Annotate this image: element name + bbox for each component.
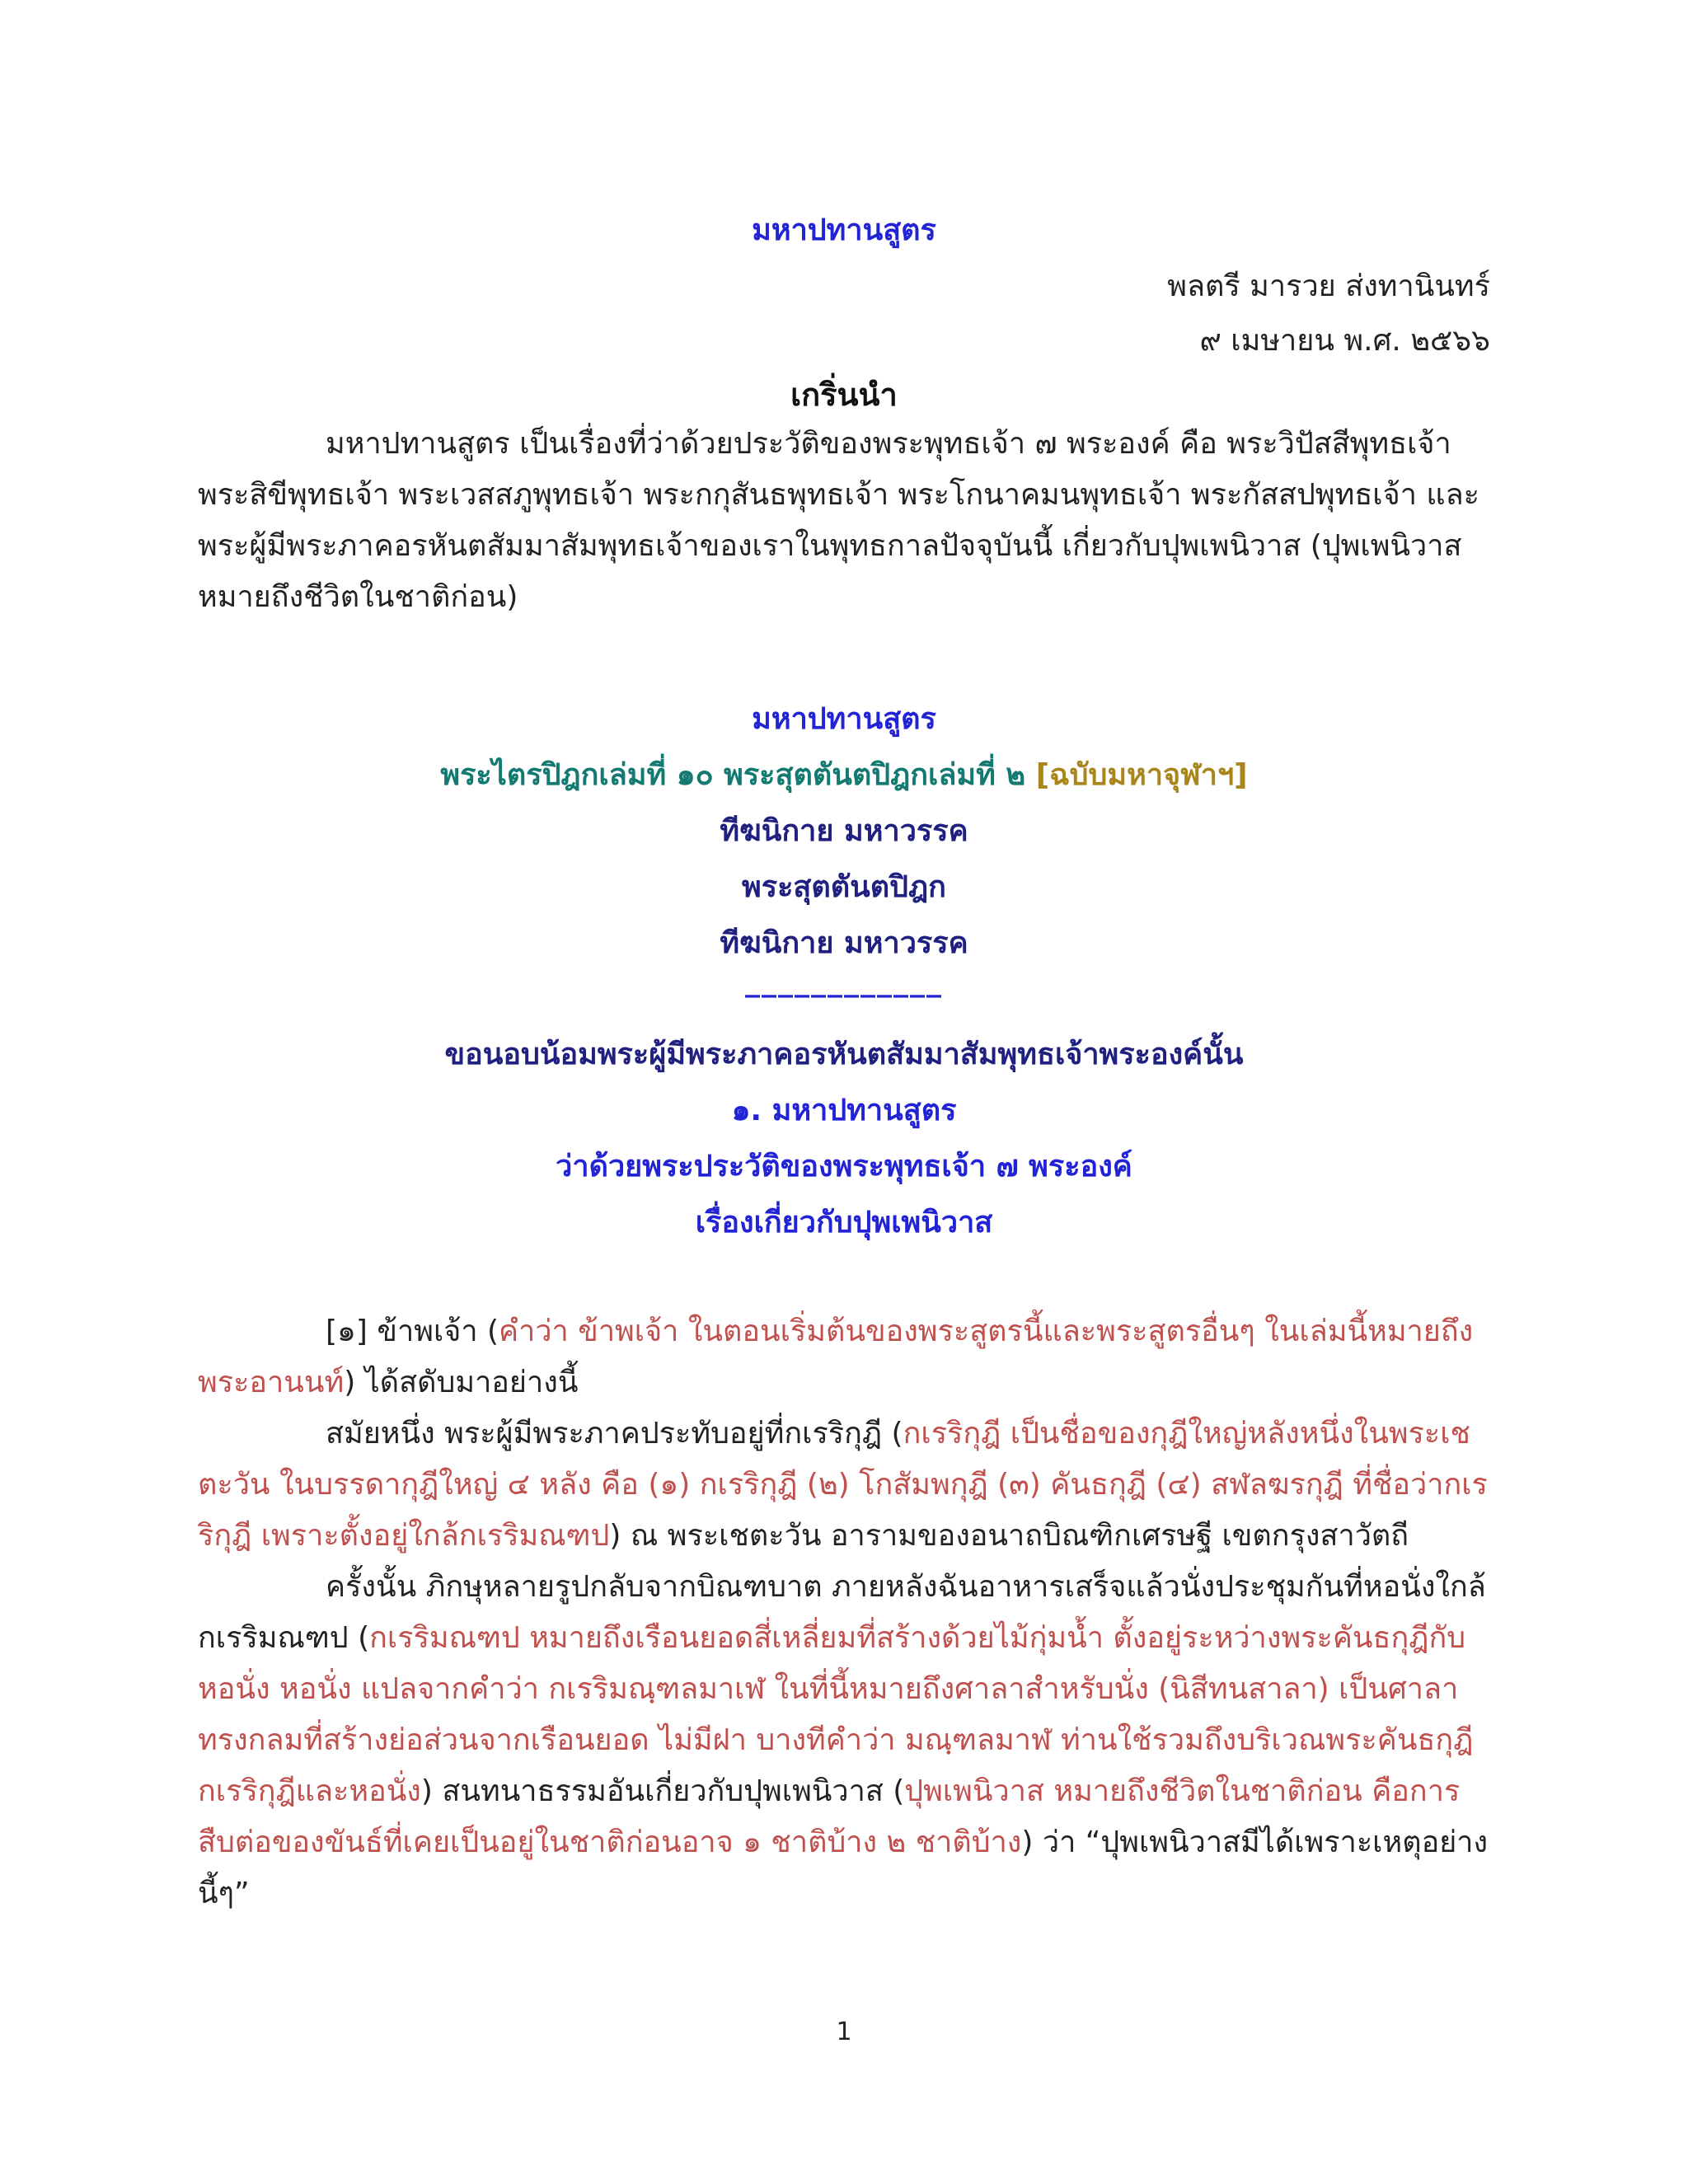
homage-line: ขอนอบน้อมพระผู้มีพระภาคอรหันตสัมมาสัมพุทธเจ้าพระองค์นั้น <box>444 1038 1244 1071</box>
body-paragraph-2 <box>198 1408 1492 1562</box>
body-paragraph-3 <box>198 1562 1492 1919</box>
intro-heading: เกริ่นนำ <box>790 377 898 413</box>
paragraph-text: ) ณ พระเชตะวัน อารามของอนาถบิณฑิกเศรษฐี เขตกรุงสาวัตถี <box>609 1519 1409 1553</box>
author-line: พลตรี มารวย ส่งทานินทร์ <box>1167 269 1490 303</box>
edition-label: [ฉบับมหาจุฬาฯ] <box>1035 758 1248 792</box>
separator-dashes: ____________ <box>745 964 943 998</box>
paragraph-text: ) ได้สดับมาอย่างนี้ <box>344 1366 579 1399</box>
paragraph-text: [๑] ข้าพเจ้า ( <box>326 1315 499 1348</box>
paragraph-text: ครั้งนั้น ภิกษุหลายรูปกลับจากบิณฑบาต ภายหลังฉันอาหารเสร็จแล้วนั่งประชุมกันที่หอนั่งใกล้กเรริมณฑป ( <box>198 1570 1486 1655</box>
paragraph-note: กเรริมณฑป หมายถึงเรือนยอดสี่เหลี่ยมที่สร้างด้วยไม้กุ่มน้ำ ตั้งอยู่ระหว่างพระคันธกุฎีกับหอนั่ง หอนั่ง แปลจากคำว่า กเรริมณฺฑลมาเฬ ในที่นี้หมายถึงศาลาสำหรับนั่ง (นิสีทนสาลา) เป็นศาลาทรงกลมที่สร้างย่อส่วนจากเรือนยอด ไม่มีฝา บางทีคำว่า มณฺฑลมาฬ ท่านใช้รวมถึงบริเวณพระคันธกุฎี กเรริกุฎีและหอนั่ง <box>198 1621 1474 1808</box>
sutta-subtitle-1: ว่าด้วยพระประวัติของพระพุทธเจ้า ๗ พระองค์ <box>556 1150 1132 1183</box>
nikaya-line: ทีฆนิกาย มหาวรรค <box>720 814 968 848</box>
intro-line: หมายถึงชีวิตในชาติก่อน) <box>198 580 518 614</box>
date-line: ๙ เมษายน พ.ศ. ๒๕๖๖ <box>1199 324 1490 358</box>
sutta-title: มหาปทานสูตร <box>752 702 936 736</box>
page-number: 1 <box>836 2018 852 2046</box>
tipitaka-reference <box>0 751 1688 798</box>
body-paragraph-1 <box>198 1306 1492 1408</box>
paragraph-text: สมัยหนึ่ง พระผู้มีพระภาคประทับอยู่ที่กเรริกุฎี ( <box>326 1417 903 1451</box>
sutta-subtitle-2: เรื่องเกี่ยวกับปุพเพนิวาส <box>695 1206 993 1240</box>
intro-line: พระสิขีพุทธเจ้า พระเวสสภูพุทธเจ้า พระกกุสันธพุทธเจ้า พระโกนาคมนพุทธเจ้า พระกัสสปพุทธเจ้า และ <box>198 478 1479 512</box>
paragraph-note: คำว่า ข้าพเจ้า ในตอนเริ่มต้นของพระสูตรนี้และพระสูตรอื่นๆ ในเล่มนี้หมายถึงพระอานนท์ <box>198 1315 1474 1399</box>
intro-paragraph <box>198 419 1492 623</box>
tipitaka-volume: พระไตรปิฎกเล่มที่ ๑๐ พระสุตตันตปิฎกเล่มที่ ๒ <box>440 758 1026 792</box>
pitaka-line: พระสุตตันตปิฎก <box>742 870 946 904</box>
paragraph-note: ปุพเพนิวาส หมายถึงชีวิตในชาติก่อน คือการสืบต่อของขันธ์ที่เคยเป็นอยู่ในชาติก่อนอาจ ๑ ชาติบ้าง ๒ ชาติบ้าง <box>198 1774 1461 1859</box>
intro-line: พระผู้มีพระภาคอรหันตสัมมาสัมพุทธเจ้าของเราในพุทธกาลปัจจุบันนี้ เกี่ยวกับปุพเพนิวาส (ปุพเพนิวาส <box>198 529 1462 563</box>
document-title: มหาปทานสูตร <box>752 213 936 247</box>
intro-line: มหาปทานสูตร เป็นเรื่องที่ว่าด้วยประวัติของพระพุทธเจ้า ๗ พระองค์ คือ พระวิปัสสีพุทธเจ้า <box>326 427 1451 461</box>
sutta-number-title: ๑. มหาปทานสูตร <box>731 1094 957 1127</box>
paragraph-text: ) ว่า “ปุพเพนิวาสมีได้เพราะเหตุอย่างนี้ๆ” <box>198 1825 1489 1910</box>
nikaya-line-repeat: ทีฆนิกาย มหาวรรค <box>720 926 968 960</box>
paragraph-note: กเรริกุฎี เป็นชื่อของกุฎีใหญ่หลังหนึ่งในพระเชตะวัน ในบรรดากุฎีใหญ่ ๔ หลัง คือ (๑) กเรริกุฎี (๒) โกสัมพกุฎี (๓) คันธกุฎี (๔) สฬลฆรกุฎี ที่ชื่อว่ากเรริกุฎี เพราะตั้งอยู่ใกล้กเรริมณฑป <box>198 1417 1488 1553</box>
paragraph-text: ) สนทนาธรรมอันเกี่ยวกับปุพเพนิวาส ( <box>420 1774 905 1808</box>
